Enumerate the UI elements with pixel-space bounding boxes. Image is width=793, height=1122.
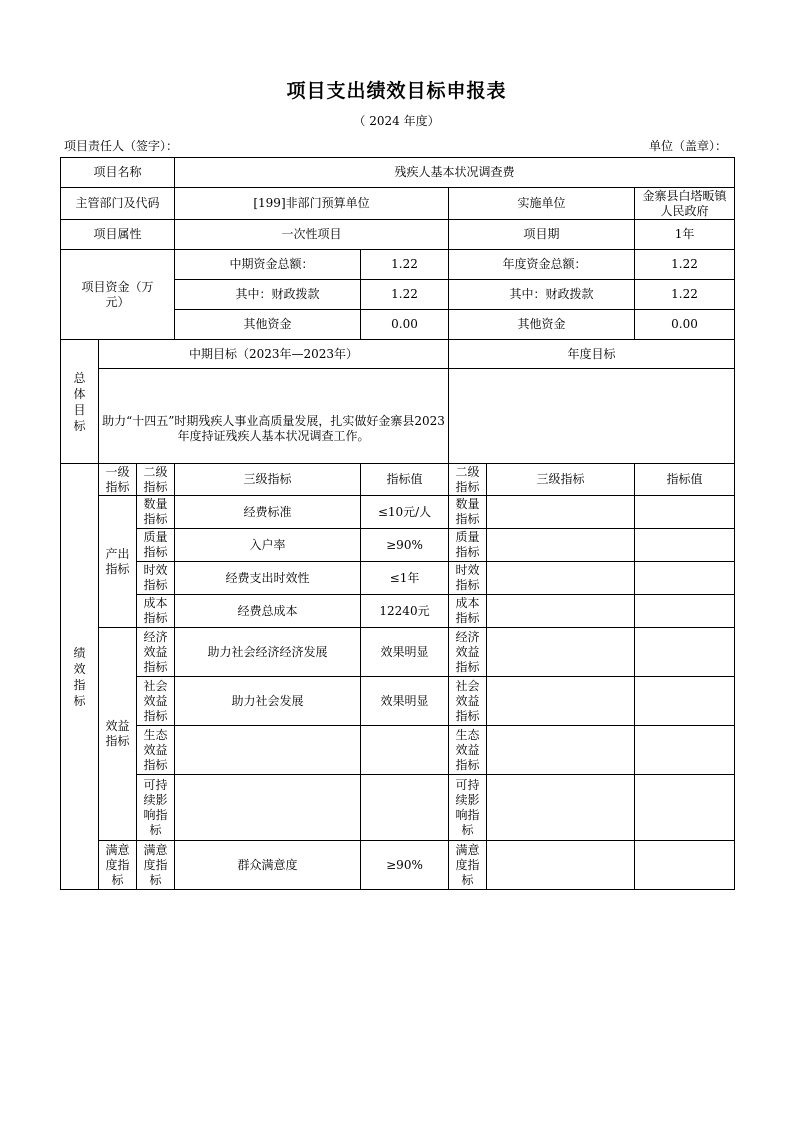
l3-cell: 入户率 bbox=[175, 529, 361, 562]
indicator-header-row bbox=[61, 464, 735, 496]
dept-label: 主管部门及代码 bbox=[61, 188, 175, 220]
year-fiscal-value: 1.22 bbox=[635, 280, 735, 310]
l3-cell-year bbox=[487, 841, 635, 890]
l2-cell: 经济效益指标 bbox=[137, 628, 175, 677]
l3-cell-year bbox=[487, 562, 635, 595]
col-l2-header: 二级指标 bbox=[137, 464, 175, 496]
l3-cell: 经费标准 bbox=[175, 496, 361, 529]
l3-cell: 助力社会经济经济发展 bbox=[175, 628, 361, 677]
l2-cell: 时效指标 bbox=[137, 562, 175, 595]
goals-label: 总体目标 bbox=[61, 340, 99, 464]
l3-cell-year bbox=[487, 726, 635, 775]
l2-cell-year: 满意度指标 bbox=[449, 841, 487, 890]
benefit-label: 效益指标 bbox=[99, 628, 137, 841]
l3-cell-year bbox=[487, 775, 635, 841]
year-line: （ 2024 年度） bbox=[353, 114, 440, 128]
value-cell: ≥90% bbox=[361, 841, 449, 890]
mid-total-label: 中期资金总额： bbox=[175, 250, 361, 280]
value-cell-year bbox=[635, 628, 735, 677]
l2-cell: 满意度指标 bbox=[137, 841, 175, 890]
attr-row bbox=[61, 220, 735, 250]
indicator-row bbox=[61, 529, 735, 562]
year-total-value: 1.22 bbox=[635, 250, 735, 280]
col-l3-header-year: 三级指标 bbox=[487, 464, 635, 496]
value-cell: ≥90% bbox=[361, 529, 449, 562]
value-cell bbox=[361, 726, 449, 775]
dept-value: [199]非部门预算单位 bbox=[175, 188, 449, 220]
value-cell-year bbox=[635, 677, 735, 726]
l2-cell: 社会效益指标 bbox=[137, 677, 175, 726]
period-value: 1年 bbox=[635, 220, 735, 250]
dept-row bbox=[61, 188, 735, 220]
l2-cell-year: 经济效益指标 bbox=[449, 628, 487, 677]
unit-label: 单位（盖章）： bbox=[648, 139, 727, 153]
project-name-value: 残疾人基本状况调查费 bbox=[175, 158, 735, 188]
value-cell-year bbox=[635, 841, 735, 890]
project-name-label: 项目名称 bbox=[61, 158, 175, 188]
col-l2-header-year: 二级指标 bbox=[449, 464, 487, 496]
goals-header-row bbox=[61, 340, 735, 369]
indicator-row bbox=[61, 628, 735, 677]
year-total-label: 年度资金总额： bbox=[449, 250, 635, 280]
mid-goal-text: 助力“十四五”时期残疾人事业高质量发展，扎实做好金寨县2023年度持证残疾人基本状况调查工作。 bbox=[99, 369, 449, 464]
l3-cell bbox=[175, 726, 361, 775]
value-cell-year bbox=[635, 726, 735, 775]
value-cell-year bbox=[635, 775, 735, 841]
l2-cell: 质量指标 bbox=[137, 529, 175, 562]
value-cell-year bbox=[635, 496, 735, 529]
goals-content-row bbox=[61, 369, 735, 464]
l3-cell bbox=[175, 775, 361, 841]
mid-goal-header: 中期目标（2023年—2023年） bbox=[99, 340, 449, 369]
l3-cell: 经费总成本 bbox=[175, 595, 361, 628]
value-cell-year bbox=[635, 595, 735, 628]
responsible-label: 项目责任人（签字）： bbox=[64, 139, 179, 153]
indicator-row bbox=[61, 726, 735, 775]
col-l1-header: 一级指标 bbox=[99, 464, 137, 496]
col-l3-header: 三级指标 bbox=[175, 464, 361, 496]
year-other-label: 其他资金 bbox=[449, 310, 635, 340]
satisfaction-label: 满意度指标 bbox=[99, 841, 137, 890]
output-label: 产出指标 bbox=[99, 496, 137, 628]
value-cell: 效果明显 bbox=[361, 677, 449, 726]
l2-cell: 生态效益指标 bbox=[137, 726, 175, 775]
attr-value: 一次性项目 bbox=[175, 220, 449, 250]
value-cell: ≤10元/人 bbox=[361, 496, 449, 529]
project-name-row bbox=[61, 158, 735, 188]
l3-cell-year bbox=[487, 595, 635, 628]
l2-cell-year: 可持续影响指标 bbox=[449, 775, 487, 841]
value-cell-year bbox=[635, 562, 735, 595]
l2-cell-year: 数量指标 bbox=[449, 496, 487, 529]
mid-other-label: 其他资金 bbox=[175, 310, 361, 340]
l3-cell: 群众满意度 bbox=[175, 841, 361, 890]
year-goal-text bbox=[449, 369, 735, 464]
value-cell: 效果明显 bbox=[361, 628, 449, 677]
impl-unit-value: 金寨县白塔畈镇人民政府 bbox=[635, 188, 735, 220]
indicator-row bbox=[61, 677, 735, 726]
l3-cell: 助力社会发展 bbox=[175, 677, 361, 726]
l2-cell-year: 成本指标 bbox=[449, 595, 487, 628]
l2-cell: 成本指标 bbox=[137, 595, 175, 628]
l3-cell: 经费支出时效性 bbox=[175, 562, 361, 595]
indicator-row bbox=[61, 562, 735, 595]
indicator-row bbox=[61, 496, 735, 529]
value-cell: 12240元 bbox=[361, 595, 449, 628]
l3-cell-year bbox=[487, 529, 635, 562]
value-cell bbox=[361, 775, 449, 841]
l3-cell-year bbox=[487, 677, 635, 726]
funds-label: 项目资金（万元） bbox=[61, 250, 175, 340]
indicator-row bbox=[61, 595, 735, 628]
l2-cell-year: 质量指标 bbox=[449, 529, 487, 562]
l3-cell-year bbox=[487, 496, 635, 529]
l2-cell: 数量指标 bbox=[137, 496, 175, 529]
period-label: 项目期 bbox=[449, 220, 635, 250]
indicators-label: 绩效指标 bbox=[61, 464, 99, 890]
l2-cell-year: 时效指标 bbox=[449, 562, 487, 595]
year-other-value: 0.00 bbox=[635, 310, 735, 340]
l2-cell-year: 社会效益指标 bbox=[449, 677, 487, 726]
performance-table bbox=[60, 157, 735, 890]
l2-cell: 可持续影响指标 bbox=[137, 775, 175, 841]
year-goal-header: 年度目标 bbox=[449, 340, 735, 369]
mid-fiscal-label: 其中：财政拨款 bbox=[175, 280, 361, 310]
mid-other-value: 0.00 bbox=[361, 310, 449, 340]
funds-row-total bbox=[61, 250, 735, 280]
attr-label: 项目属性 bbox=[61, 220, 175, 250]
value-cell: ≤1年 bbox=[361, 562, 449, 595]
page-title: 项目支出绩效目标申报表 bbox=[286, 80, 507, 102]
value-cell-year bbox=[635, 529, 735, 562]
l3-cell-year bbox=[487, 628, 635, 677]
indicator-row bbox=[61, 775, 735, 841]
col-value-header: 指标值 bbox=[361, 464, 449, 496]
mid-fiscal-value: 1.22 bbox=[361, 280, 449, 310]
mid-total-value: 1.22 bbox=[361, 250, 449, 280]
col-value-header-year: 指标值 bbox=[635, 464, 735, 496]
indicator-row bbox=[61, 841, 735, 890]
l2-cell-year: 生态效益指标 bbox=[449, 726, 487, 775]
impl-unit-label: 实施单位 bbox=[449, 188, 635, 220]
year-fiscal-label: 其中：财政拨款 bbox=[449, 280, 635, 310]
